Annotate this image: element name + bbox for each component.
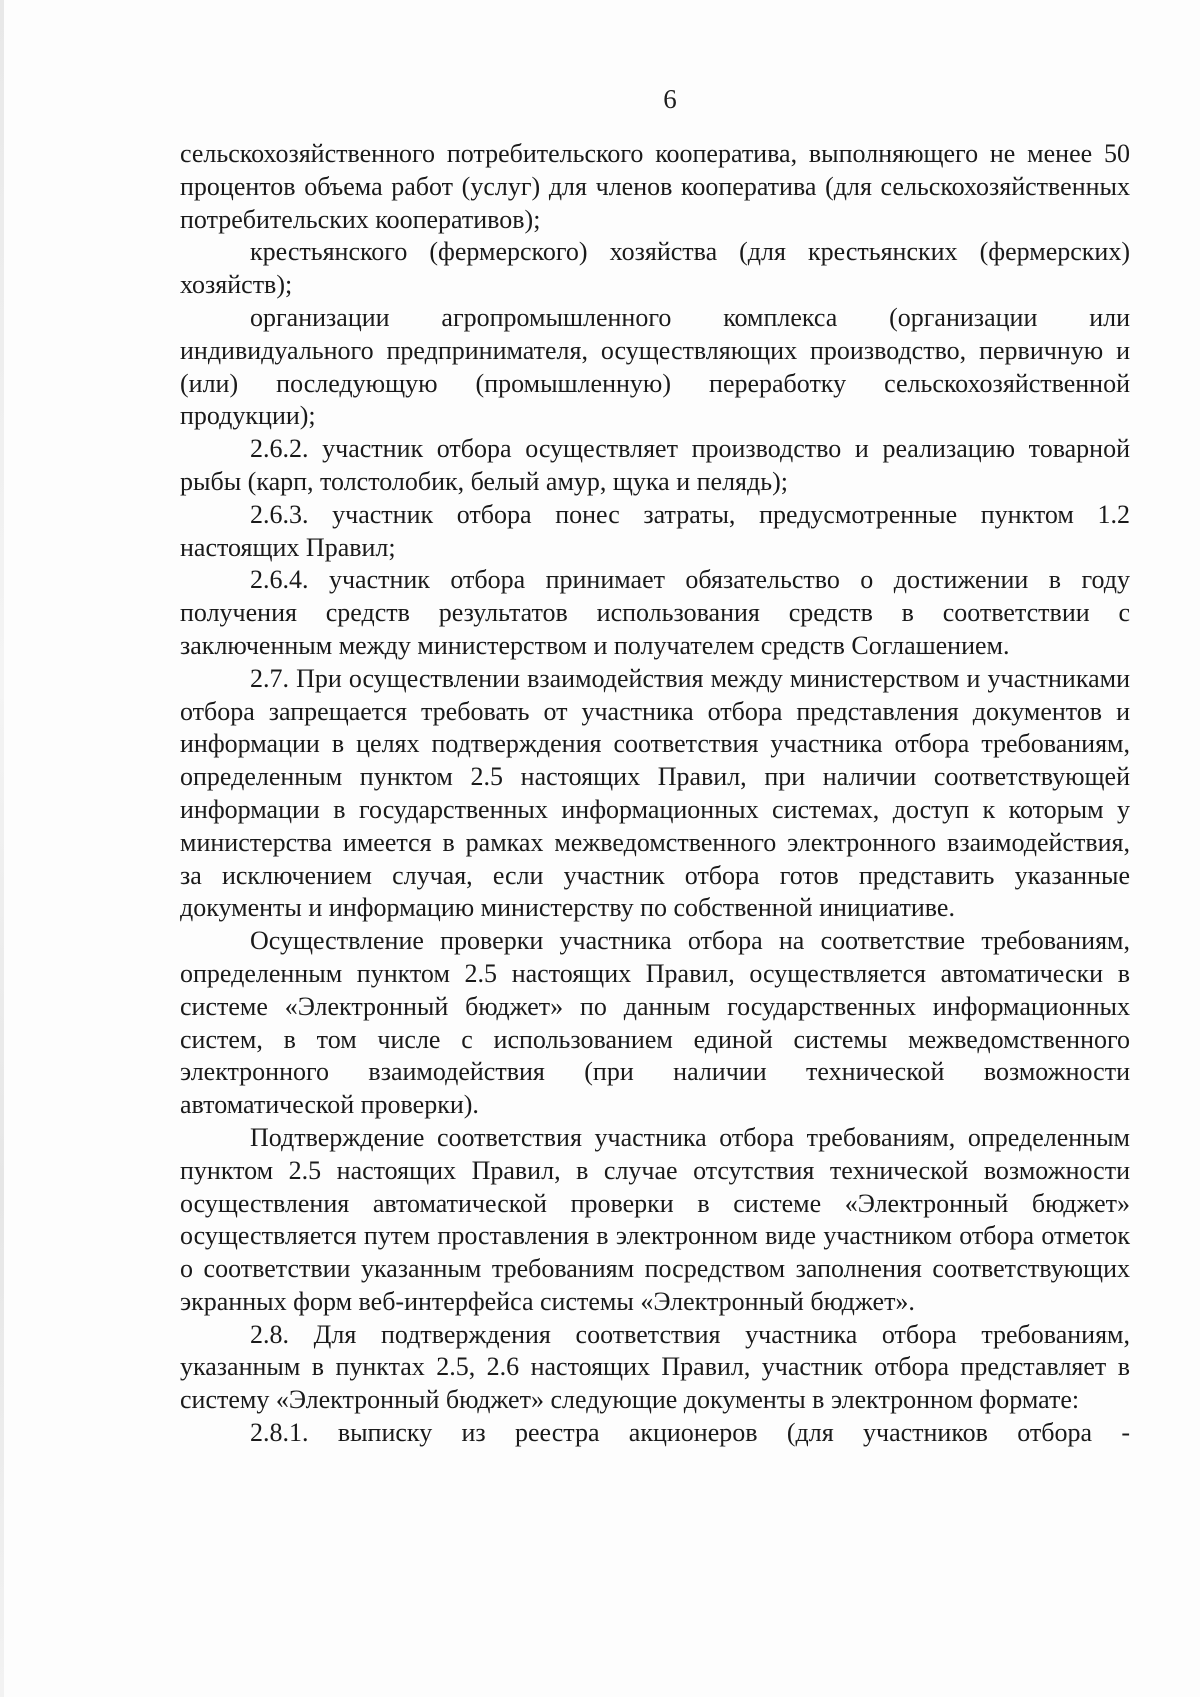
paragraph-auto-check: Осуществление проверки участника отбора на соответствие требованиям, определенным пунктом 2.5 настоящих Правил, осуществляется автоматически в системе «Электронный бюджет» по данным государственных информационных систем, в том числе с использованием единой системы межведомственного электронного взаимодействия (при наличии технической возможности автоматической проверки). bbox=[180, 926, 1130, 1120]
paragraph-2-6-2: 2.6.2. участник отбора осуществляет производство и реализацию товарной рыбы (карп, толстолобик, белый амур, щука и пелядь); bbox=[180, 434, 1130, 496]
paragraph-2-8: 2.8. Для подтверждения соответствия участника отбора требованиям, указанным в пунктах 2.5, 2.6 настоящих Правил, участник отбора представляет в систему «Электронный бюджет» следующие документы в электронном формате: bbox=[180, 1319, 1130, 1415]
paragraph-confirmation: Подтверждение соответствия участника отбора требованиям, определенным пунктом 2.5 настоящих Правил, в случае отсутствия технической возможности осуществления автоматической проверки в системе «Электронный бюджет» осуществляется путем проставления в электронном виде участником отбора отметок о соответствии указанным требованиям посредством заполнения соответствующих экранных форм веб-интерфейса системы «Электронный бюджет». bbox=[180, 1122, 1130, 1316]
page-number: 6 bbox=[663, 84, 677, 114]
paragraph-2-7: 2.7. При осуществлении взаимодействия между министерством и участниками отбора запрещается требовать от участника отбора представления документов и информации в целях подтверждения соответствия участника отбора требованиям, определенным пунктом 2.5 настоящих Правил, при наличии соответствующей информации в государственных информационных системах, доступ к которым у министерства имеется в рамках межведомственного электронного взаимодействия, за исключением случая, если участник отбора готов представить указанные документы и информацию министерству по собственной инициативе. bbox=[180, 663, 1130, 923]
paragraph-2-8-1: 2.8.1. выписку из реестра акционеров (для участников отбора - bbox=[250, 1418, 1130, 1448]
paragraph-2-6-3: 2.6.3. участник отбора понес затраты, предусмотренные пунктом 1.2 настоящих Правил; bbox=[180, 499, 1130, 562]
paragraph-2-6-4: 2.6.4. участник отбора принимает обязательство о достижении в году получения средств результатов использования средств в соответствии с заключенным между министерством и получателем средств Соглашением. bbox=[180, 565, 1130, 660]
paragraph-coop-continuation: сельскохозяйственного потребительского кооператива, выполняющего не менее 50 процентов объема работ (услуг) для членов кооператива (для сельскохозяйственных потребительских кооперативов); bbox=[180, 139, 1130, 234]
scan-edge bbox=[0, 0, 4, 1697]
paragraph-agro-org: организации агропромышленного комплекса (организации или индивидуального предпринимателя, осуществляющих производство, первичную и (или) последующую (промышленную) переработку сельскохозяйственной продукции); bbox=[180, 302, 1130, 431]
document-body bbox=[180, 138, 1130, 1450]
paragraph-farm: крестьянского (фермерского) хозяйства (для крестьянских (фермерских) хозяйств); bbox=[180, 237, 1130, 300]
